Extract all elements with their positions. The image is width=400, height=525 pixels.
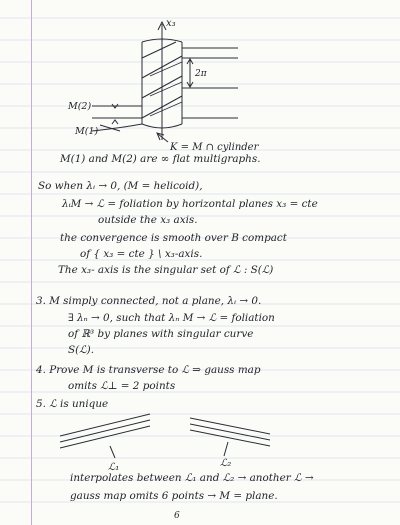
note-singular-set: The x₃- axis is the singular set of ℒ : S(ℒ) [58,264,274,276]
item-4-gauss: omits ℒ⊥ = 2 points [68,380,176,392]
item-3-singular: S(ℒ). [68,344,95,356]
x3-label: x₃ [166,18,176,29]
note-interpolation: interpolates between ℒ₁ and ℒ₂ → another ℒ → [70,472,314,484]
item-4-heading: 4. Prove M is transverse to ℒ ⇒ gauss map [36,364,261,376]
note-gauss-plane: gauss map omits 6 points → M = plane. [70,490,278,502]
item-3-heading: 3. M simply connected, not a plane, λᵢ → 0. [36,295,262,307]
note-helicoid-limit: So when λᵢ → 0, (M = helicoid), [38,180,203,192]
item-3-planes: of ℝ³ by planes with singular curve [68,328,254,340]
l2-label: ℒ₂ [220,458,232,469]
note-convergence: the convergence is smooth over B compact [60,232,287,244]
note-outside-axis: outside the x₃ axis. [98,214,198,226]
m2-label: M(2) [68,101,92,112]
m1-label: M(1) [75,126,99,137]
note-multigraphs: M(1) and M(2) are ∞ flat multigraphs. [60,153,261,165]
page-number: 6 [174,511,180,521]
item-3-sequence: ∃ λₙ → 0, such that λₙ M → ℒ = foliation [68,312,275,324]
note-compact-set: of { x₃ = cte } \ x₃-axis. [80,248,203,260]
k-label: K = M ∩ cylinder [170,142,259,153]
l1-label: ℒ₁ [108,462,120,473]
period-label: 2π [195,69,207,79]
item-5-heading: 5. ℒ is unique [36,398,109,410]
note-foliation: λᵢM → ℒ = foliation by horizontal planes x₃ = cte [62,198,318,210]
